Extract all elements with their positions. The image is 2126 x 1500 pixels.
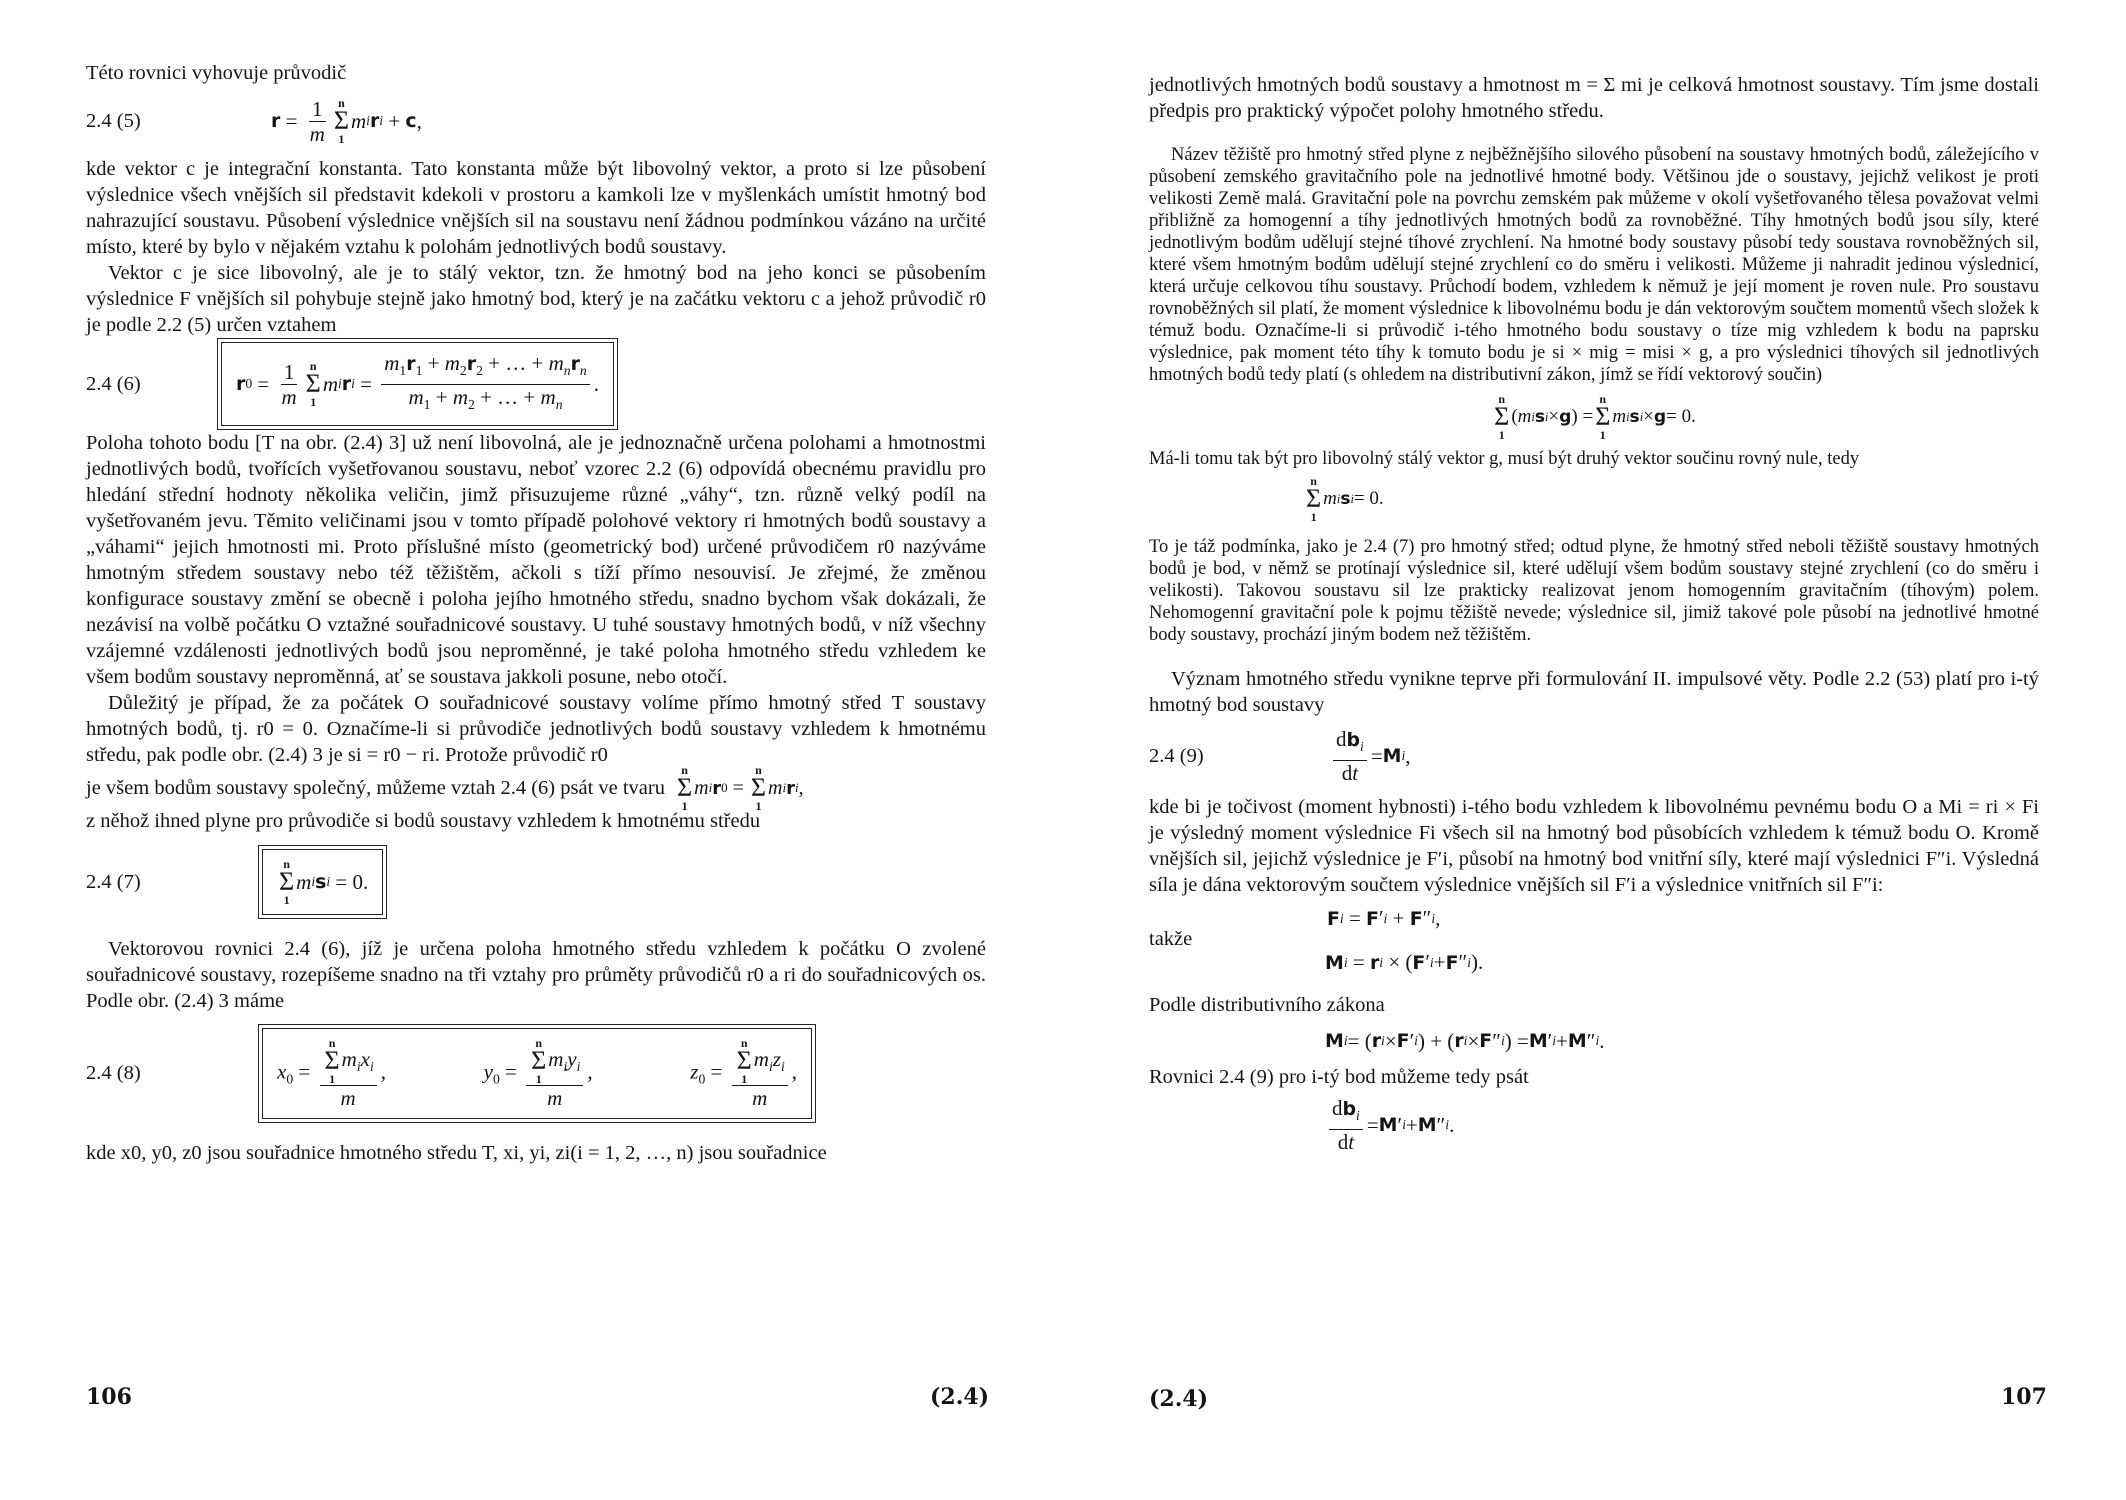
last-line: kde x0, y0, z0 jsou souřadnice hmotného středu T, xi, yi, zi(i = 1, 2, …, n) jsou souřadnice (86, 1142, 827, 1164)
paragraph-to-je: To je táž podmínka, jako je 2.4 (7) pro hmotný střed; odtud plyne, že hmotný střed neboli těžiště soustavy hmotných bodů je bod, v němž se protínají výslednice sil, které udělují všem bodům soustavy stejné zrychlení (co do směru i velikosti). Takovou soustavu sil lze prakticky realizovat jenom homogenním gravitačním (tíhovým) polem. Nehomogenní gravitační pole k pojmu těžiště nevede; výslednice sil, jimiž takové pole působí na jednotlivé hmotné body soustavy, prochází jiným bodem než těžištěm. (1149, 537, 2039, 645)
equation-box: n Σ 1 m i s i = 0. (262, 849, 383, 915)
paragraph-vektorovou: Vektorovou rovnici 2.4 (6), jíž je určena poloha hmotného středu vzhledem k počátku O zvolené souřadnicové soustavy, rozepíšeme snadno na tři vztahy pro průměty průvodičů r0 a ri do souřadnicových os. Podle obr. (2.4) 3 máme (86, 938, 986, 1012)
equation-2-4-6 (86, 338, 986, 430)
equation-box: $x_0$ = n Σ 1 $m_ix_i$ m , $y_0$ = n Σ 1 $m_iy_i$ m , $z_0$ = n Σ 1 $m_iz_i$ m , (262, 1028, 812, 1119)
paragraph-top: jednotlivých hmotných bodů soustavy a hmotnost m = Σ mi je celková hmotnost soustavy. Tím jsme dostali předpis pro praktický výpočet polohy hmotného středu. (1149, 74, 2039, 122)
text-spolecny: je všem bodům soustavy společný, můžeme vztah 2.4 (6) psát ve tvaru (86, 777, 665, 799)
equation-label: 2.4 (5) (86, 109, 141, 132)
equation-2-4-8 (86, 1014, 986, 1132)
equation-label: 2.4 (9) (1149, 744, 1204, 767)
equation-label: 2.4 (6) (86, 372, 141, 395)
intro-line: Této rovnici vyhovuje průvodič (86, 62, 347, 84)
equation-body: $\frac{db_i}{dt}$ = M i , (1329, 727, 1411, 784)
paragraph-vektor: Vektor c je sice libovolný, ale je to stálý vektor, tzn. že hmotný bod na jeho konci se působením výslednice F vnějších sil pohybuje stejně jako hmotný bod, který je na začátku vektoru c a jehož průvodič r0 je podle 2.2 (5) určen vztahem (86, 262, 986, 336)
page-number: 106 (86, 1384, 132, 1410)
takze-text: takže (1149, 928, 1193, 950)
small-print-block (1149, 144, 2039, 646)
section-number: (2.4) (1149, 1386, 1209, 1412)
text-z-nehoz: z něhož ihned plyne pro průvodiče si bodů soustavy vzhledem k hmotnému středu (86, 810, 761, 832)
page-number: 107 (2001, 1384, 2047, 1410)
paragraph-integration-constant: kde vektor c je integrační konstanta. Tato konstanta může být libovolný vektor, a proto si lze působení výslednice všech vnějších sil představit kdekoli v prostoru a kamkoli lze v myšlenkách umístit hmotný bod nahrazující soustavu. Působení výslednice vnějších sil na soustavu není žádnou podmínkou vázáno na určité místo, které by bylo v nějakém vztahu k polohám jednotlivých bodů soustavy. (86, 158, 986, 258)
equation-2-4-7 (86, 834, 986, 930)
equation-2-4-5 (86, 86, 986, 156)
paragraph-vyznam: Význam hmotného středu vynikne teprve při formulování II. impulsové věty. Podle 2.2 (53) platí pro i-tý hmotný bod soustavy (1149, 668, 2039, 716)
left-column (86, 60, 986, 1166)
inline-equation: n Σ 1 m i r 0 = n Σ 1 m i r i , (677, 763, 804, 813)
inline-sum-line (86, 763, 986, 813)
equation-force-sum: F i = F ′ i + F ″ i , (1327, 906, 1441, 930)
paragraph-podle: Podle distributivního zákona (1149, 994, 1385, 1016)
equation-sum-zero: n Σ 1 m i s i = 0. (1306, 474, 1384, 524)
paragraph-poloha: Poloha tohoto bodu [T na obr. (2.4) 3] už není libovolná, ale je jednoznačně určena polohami a hmotnostmi jednotlivých bodů, tvořících vyšetřovanou soustavu, neboť vzorec 2.2 (6) odpovídá obecnému pravidlu pro hledání střední hodnoty několika veličin, jimž přisuzujeme různé „váhy“, tzn. různě velký podíl na vyšetřovaném jevu. Těmito veličinami jsou v tomto případě polohové vektory ri hmotných bodů soustavy a „váhami“ jejich hmotnosti mi. Proto příslušné místo (geometrický bod) určené průvodičem r0 nazýváme hmotným středem soustavy nebo též těžištěm, ačkoli s tíží přímo nesouvisí. Je zřejmé, že změnou konfigurace soustavy změní se obecně i poloha jejího hmotného středu, snadno bychom však dokázali, že nezávisí na volbě počátku O vztažné souřadnicové soustavy. U tuhé soustavy hmotných bodů, v níž všechny vzájemné vzdálenosti jednotlivých bodů jsou neproměnné, je také poloha hmotného středu vzhledem ke všem bodům soustavy neproměnná, ať se soustava jakkoli posune, nebo otočí. (86, 432, 986, 688)
paragraph-ma-li: Má-li tomu tak být pro libovolný stálý vektor g, musí být druhý vektor součinu rovný nule, tedy (1149, 449, 1860, 469)
equation-sum-moment: n Σ 1 ( m i s i × g ) = n Σ 1 m i s i × g = 0. (1494, 392, 1696, 442)
equation-body: r = $\frac{1}{m}$ n Σ 1 m i r i + c , (271, 96, 422, 146)
equation-label: 2.4 (8) (86, 1061, 141, 1084)
equation-moment-sum: M i = r i × ( F ′ i + F ″ i ). (1325, 950, 1484, 974)
equation-final: $\frac{db_i}{dt}$ = M ′ i + M ″ i . (1325, 1090, 2039, 1160)
equation-box: r 0 = $\frac{1}{m}$ n Σ 1 m i r i = $\frac{m_1r_1 + m_2r_2 + \dots + m_nr_n}{m_1 + m_2 + \dots + m_n}$ . (221, 342, 614, 425)
paragraph-dulezity: Důležitý je případ, že za počátek O souřadnicové soustavy volíme přímo hmotný střed T soustavy hmotných bodů, tj. r0 = 0. Označíme-li si průvodiče jednotlivých bodů soustavy vzhledem k hmotnému středu, pak podle obr. (2.4) 3 je si = r0 − ri. Protože průvodič r0 (86, 692, 986, 766)
equation-2-4-9 (1149, 718, 2039, 794)
paragraph-teziste: Název těžiště pro hmotný střed plyne z nejběžnějšího silového působení na soustavy hmotných bodů, záležejícího v působení zemského gravitačního pole na jednotlivé hmotné body. Většinou jde o soustavy, jejichž velikost je proti velikosti Země malá. Gravitační pole na povrchu zemském pak můžeme v okolí vyšetřovaného tělesa považovat velmi přibližně za homogenní a tíhy jednotlivých hmotných bodů za rovnoběžné. Tíhy hmotných bodů jsou síly, které jednotlivým bodům udělují stejné tíhové zrychlení. Na hmotné body soustavy působí tedy soustava rovnoběžných sil, které všem hmotným bodům udělují stejné zrychlení co do směru i velikosti. Můžeme ji nahradit jedinou výslednicí, která určuje celkovou tíhu soustavy. Průchodí bodem, vzhledem k němuž je její moment je roven nule. Pro soustavu rovnoběžných sil platí, že moment výslednice k libovolnému bodu je dán vektorovým součtem momentů všech složek k témuž bodu. Označíme-li si průvodič i-tého hmotného bodu soustavy o tíze mig vzhledem k bodu na paprsku výslednice, pak moment této tíhy k tomuto bodu je si × mig = misi × g, a pro výslednici tíhových sil jednotlivých hmotných bodů tedy platí (s ohledem na distributivní zákon, jímž se řídí vektorový součin) (1149, 145, 2039, 385)
equation-distributive: M i = ( r i × F ′ i ) + ( r i × F ″ i ) = M ′ i + M ″ i . (1325, 1028, 1605, 1053)
section-number: (2.4) (930, 1384, 990, 1410)
right-column (1149, 72, 2039, 1160)
equation-label: 2.4 (7) (86, 870, 141, 893)
right-page (1063, 0, 2126, 1500)
paragraph-rovnici: Rovnici 2.4 (9) pro i-tý bod můžeme tedy psát (1149, 1066, 1529, 1088)
equation-forces (1149, 898, 2039, 984)
paragraph-kde: kde bi je točivost (moment hybnosti) i-tého bodu vzhledem k libovolnému pevnému bodu O a Mi = ri × Fi je výsledný moment výslednice Fi všech sil na hmotný bod působících vzhledem k témuž bodu O. Kromě vnějších sil, jejichž výslednice je F′i, působí na hmotný bod vnitřní síly, které mají výslednici F″i. Výsledná síla je dána vektorovým součtem výslednice vnějších sil F′i a výslednice vnitřních sil F″i: (1149, 796, 2039, 896)
